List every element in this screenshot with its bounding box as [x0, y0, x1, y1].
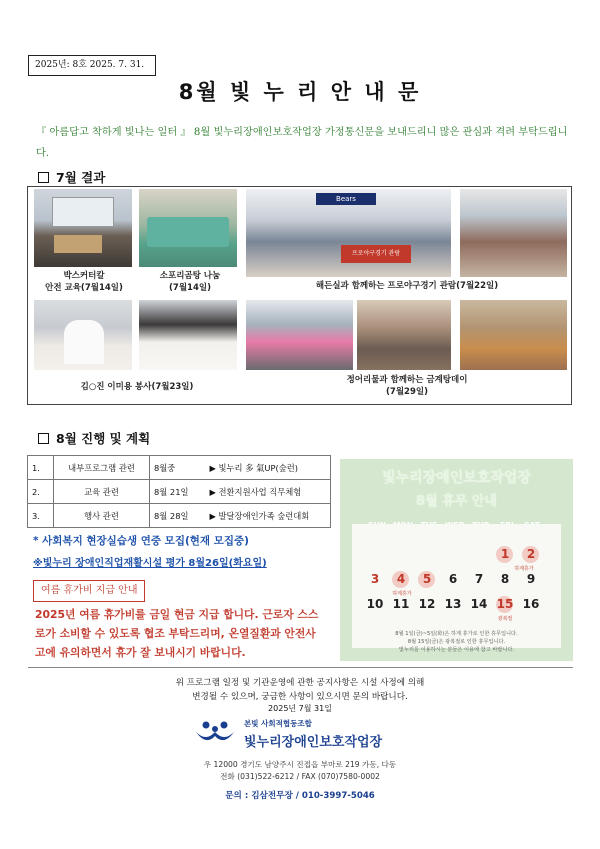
photo-gomtang-sharing: [139, 189, 237, 267]
caption-box-cutter-2: 안전 교육(7월14일): [45, 283, 123, 293]
org-name: 빛누리장애인보호작업장: [244, 735, 383, 750]
footer-divider: [28, 667, 573, 668]
checkbox-square-icon: [38, 172, 49, 183]
vacation-pay-label: 여름 휴가비 지급 안내: [33, 580, 145, 602]
section-label: 8월 진행 및 계획: [56, 431, 151, 446]
table-row: [28, 456, 331, 480]
photo-baseball-stands: [460, 189, 567, 277]
calendar-note-1: 8월 1일(금)~5일(화)은 하계 휴가로 인한 휴무입니다.: [395, 631, 518, 637]
day-10: 10: [366, 597, 384, 611]
row-date: 8월 28일: [150, 504, 206, 528]
day-7: 7: [474, 572, 484, 586]
caption-gomtang-1: 소포리곰탕 나눔: [159, 271, 221, 281]
checkbox-square-icon: [38, 433, 49, 444]
issue-number-box: 2025년: 8호 2025. 7. 31.: [28, 55, 156, 76]
row-number: 3.: [28, 504, 54, 528]
caption-baseball: 해든실과 함께하는 프로야구경기 관람(7월22일): [315, 281, 499, 291]
footer-contact: 문의 : 김삼전무장 / 010-3997-5046: [225, 791, 375, 801]
calendar-org-title: 빛누리장애인보호작업장: [382, 470, 531, 486]
section-label: 7월 결과: [56, 170, 106, 185]
intro-text: 『 아름답고 착하게 빛나는 일터 』 8월 빛누리장애인보호작업장 가정통신문을 보내드리니 많은 관심과 격려 부탁드립니다.: [36, 127, 568, 159]
footer-phone-fax: 전화 (031)522-6212 / FAX (070)7580-0002: [220, 772, 380, 781]
mark-vacation-2: 하계휴가: [392, 591, 412, 597]
day-15: 15: [496, 597, 514, 611]
baseball-banner: 프로야구경기 관람: [341, 245, 411, 263]
day-16: 16: [522, 597, 540, 611]
day-13: 13: [444, 597, 462, 611]
day-9: 9: [526, 572, 536, 586]
day-1: 1: [500, 547, 510, 561]
footer-date: 2025년 7월 31일: [268, 704, 332, 713]
table-row: [28, 504, 331, 528]
day-11: 11: [392, 597, 410, 611]
table-row: [28, 480, 331, 504]
day-12: 12: [418, 597, 436, 611]
caption-box-cutter-1: 박스커터칼: [63, 271, 105, 281]
intern-recruit-notice: * 사회복지 현장실습생 연중 모집(현재 모집중): [33, 535, 249, 547]
section-july-results-heading: [38, 168, 105, 186]
photo-baseball-group: [246, 189, 451, 277]
bears-sign: Bears: [316, 193, 376, 205]
row-detail: ▶ 발달장애인가족 숲런대회: [206, 504, 331, 528]
caption-gomtang-2: (7월14일): [169, 283, 211, 293]
facility-evaluation-notice: ※빛누리 장애인직업재활시설 평가 8월26일(화요일): [33, 558, 267, 569]
photo-samgyetang-dining-1: [357, 300, 451, 370]
photo-samgyetang-group: [246, 300, 353, 370]
row-number: 1.: [28, 456, 54, 480]
vacation-pay-text: 2025년 여름 휴가비를 금일 현금 지급 합니다. 근로자 스스로가 소비할 수 있도록 협조 부탁드리며, 온열질환과 안전사고에 유의하면서 휴가 잘 보내시기 바랍니다.: [35, 608, 319, 659]
day-2: 2: [526, 547, 536, 561]
document-title: 8월 빛 누 리 안 내 문: [178, 80, 422, 104]
row-area: 행사 관련: [54, 504, 150, 528]
day-8: 8: [500, 572, 510, 586]
photo-samgyetang-dining-2: [460, 300, 567, 370]
holiday-calendar: [340, 459, 573, 661]
caption-samgyetang-1: 정어리물과 함께하는 금계탕데이: [346, 375, 468, 385]
footer-notice-2: 변경될 수 있으며, 궁금한 사항이 있으시면 문의 바랍니다.: [192, 692, 408, 702]
day-6: 6: [448, 572, 458, 586]
org-parent-name: 본빛 사회적협동조합: [244, 719, 312, 728]
photo-box-cutter-training: [34, 189, 132, 267]
mark-vacation-1: 하계휴가: [514, 566, 534, 572]
row-detail: ▶ 빛누리 多 氣UP(숲런): [206, 456, 331, 480]
day-5: 5: [422, 572, 432, 586]
row-area: 내부프로그램 관련: [54, 456, 150, 480]
calendar-note-3: 빛누리를 이용하시는 분들은 이용에 참고 바랍니다.: [398, 647, 515, 653]
footer-notice-1: 위 프로그램 일정 및 기관운영에 관한 공지사항은 시설 사정에 의해: [175, 678, 425, 688]
photo-results-table: [27, 186, 572, 405]
calendar-note-2: 8월 15일(금)은 광복절로 인한 휴무입니다.: [407, 639, 506, 645]
day-3: 3: [370, 572, 380, 586]
day-4: 4: [396, 572, 406, 586]
caption-haircut: 김○진 이미용 봉사(7월23일): [80, 382, 194, 392]
row-date: 8월 21일: [150, 480, 206, 504]
row-number: 2.: [28, 480, 54, 504]
section-august-plan-heading: [38, 429, 150, 447]
mark-liberation-day: 광복절: [497, 616, 513, 622]
calendar-grid: [352, 524, 561, 648]
caption-samgyetang-2: (7월29일): [386, 387, 428, 397]
day-14: 14: [470, 597, 488, 611]
row-detail: ▶ 전환지원사업 직무체험: [206, 480, 331, 504]
plan-table: [27, 455, 331, 528]
photo-haircut-1: [34, 300, 132, 370]
row-date: 8월중: [150, 456, 206, 480]
row-area: 교육 관련: [54, 480, 150, 504]
footer-address: 우 12000 경기도 남양주시 진접읍 부마로 219 가동, 다동: [203, 760, 397, 769]
calendar-subtitle: 8월 휴무 안내: [416, 494, 497, 509]
organization-logo-icon: [194, 720, 236, 748]
photo-haircut-2: [139, 300, 237, 370]
